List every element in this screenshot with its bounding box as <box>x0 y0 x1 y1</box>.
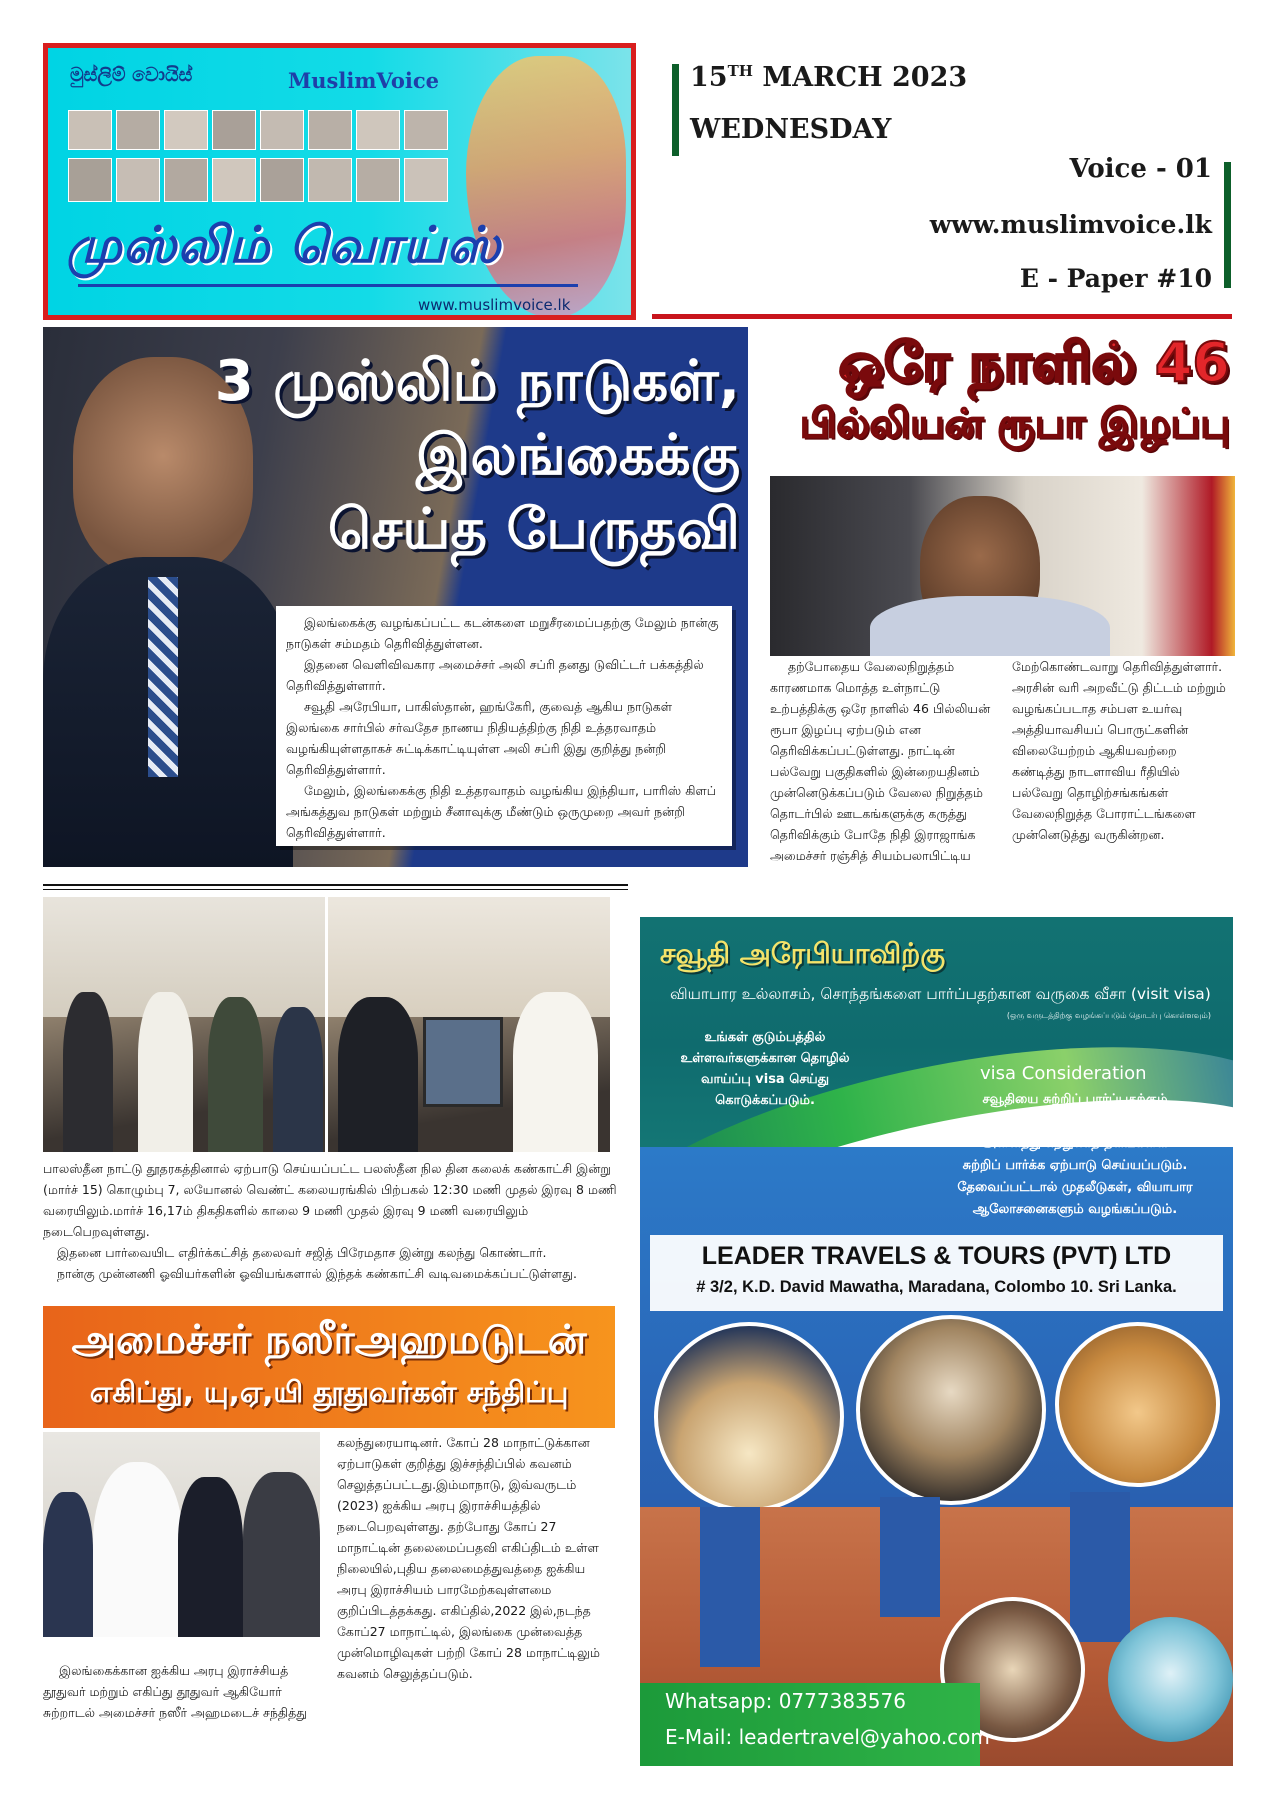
ad-consideration-list <box>930 1089 1220 1221</box>
portrait-strip <box>68 110 468 210</box>
ad-consideration-title: visa Consideration <box>980 1063 1147 1084</box>
ad-company-address: # 3/2, K.D. David Mawatha, Maradana, Colombo 10. Sri Lanka. <box>696 1278 1177 1296</box>
story3-caption <box>43 1158 623 1284</box>
story1-headline <box>200 345 740 567</box>
story1-paragraph: மேலும், இலங்கைக்கு நிதி உத்தரவாதம் வழங்கிய இந்தியா, பாரிஸ் கிளப் அங்கத்துவ நாடுகள் மற்றும் சீனாவுக்கு மீண்டும் ஒருமுறை அவர் நன்றி தெரிவித்துள்ளார். <box>286 783 717 840</box>
story2-col1-text: தற்போதைய வேலைநிறுத்தம் காரணமாக மொத்த உள்நாட்டு உற்பத்திக்கு ஒரே நாளில் 46 பில்லியன் ரூபா இழப்பு ஏற்படும் என தெரிவிக்கப்பட்டுள்ளது. நாட்டின் பல்வேறு பகுதிகளில் இன்றையதினம் முன்னெடுக்கப்படும் வேலை நிறுத்தம் தொடர்பில் ஊடகங்களுக்கு கருத்து தெரிவிக்கும் போதே நிதி இராஜாங்க அமைச்சர் ரஞ்சித் சியம்பலாபிட்டிய <box>770 659 991 863</box>
ad-consideration-line: அனைத்து சுற்றுலாத் தளங்களை <box>981 1136 1169 1151</box>
masthead <box>43 43 636 320</box>
ad-subtitle: வியாபார உல்லாசம், சொந்தங்களை பார்ப்பதற்கான வருகை வீசா (visit visa) <box>670 985 1211 1003</box>
issue-date <box>690 62 967 93</box>
travel-advertisement <box>640 917 1233 1766</box>
story3-caption-main: பாலஸ்தீன நாட்டு தூதரகத்தினால் ஏற்பாடு செய்யப்பட்ட பலஸ்தீன நில தின கலைக் கண்காட்சி இன்று (மார்ச் 15) கொழும்பு 7, லயோனல் வெண்ட் கலையரங்கில் பிற்பகல் 12:30 மணி முதல் இரவு 8 மணி வரையிலும்.மார்ச் 16,17ம் திகதிகளில் காலை 9 மணி முதல் இரவு 9 மணி வரையிலும் நடைபெறவுள்ளது. <box>43 1161 617 1239</box>
ad-family-visa-text: உங்கள் குடும்பத்தில் உள்ளவர்களுக்கான தொழில் வாய்ப்பு visa செய்து கொடுக்கப்படும். <box>680 1030 850 1108</box>
story2-headline-line1: ஒரே நாளில் 46 <box>838 331 1230 394</box>
story1-paragraph: சவூதி அரேபியா, பாகிஸ்தான், ஹங்கேரி, குவைத் ஆகிய நாடுகள் இலங்கை சார்பில் சர்வதேச நாணய நிதியத்திற்கு நிதி உத்தரவாதம் வழங்கியுள்ளதாகச் சுட்டிக்காட்டியுள்ள அலி சப்ரி இது குறித்து நன்றி தெரிவித்துள்ளார். <box>286 699 673 777</box>
story2-col2-text: மேற்கொண்டவாறு தெரிவித்துள்ளார். அரசின் வரி அறவீட்டு திட்டம் மற்றும் வழங்கப்படாத சம்பள உயர்வு அத்தியாவசியப் பொருட்களின் விலையேற்றம் ஆகியவற்றை கண்டித்து நாடளாவிய ரீதியில் பல்வேறு தொழிற்சங்கங்கள் வேலைநிறுத்த போராட்டங்களை முன்னெடுத்து வருகின்றன. <box>1012 659 1226 842</box>
ad-email: E-Mail: leadertravel@yahoo.com <box>665 1725 990 1749</box>
ad-consideration-line: தேவைப்பட்டால் முதலீடுகள், வியாபார <box>957 1180 1193 1195</box>
story4-photo-caption: இலங்கைக்கான ஐக்கிய அரபு இராச்சியத் தூதுவர் மற்றும் எகிப்து தூதுவர் ஆகியோர் சுற்றாடல் அமைச்சர் நஸீர் அஹமடைச் சந்தித்து <box>43 1663 308 1720</box>
masthead-sinhala-name: මුස්ලිම් වොයිස් <box>70 64 193 86</box>
story3-photo-left <box>43 897 325 1152</box>
ad-company-name: LEADER TRAVELS & TOURS (PVT) LTD <box>701 1242 1172 1270</box>
story3-caption-line2: இதனை பார்வையிட எதிர்க்கட்சித் தலைவர் சஜித் பிரேமதாச இன்று கலந்து கொண்டார். <box>57 1245 547 1260</box>
ad-whatsapp: Whatsapp: 0777383576 <box>665 1689 906 1713</box>
ad-burj-image <box>1108 1617 1233 1742</box>
section-rule <box>43 884 628 886</box>
issue-date-month-year: MARCH 2023 <box>762 62 968 93</box>
story1-headline-line1: 3 முஸ்லிம் நாடுகள், <box>214 349 740 414</box>
ad-alula-image <box>1055 1322 1220 1487</box>
masthead-red-rule <box>652 314 1232 319</box>
section-rule <box>43 889 628 890</box>
story2-col1 <box>770 656 995 866</box>
ad-consideration-line: ஆலோசனைகளும் வழங்கப்படும். <box>972 1202 1178 1217</box>
issue-date-day: 15 <box>690 62 728 93</box>
story1-headline-line2: இலங்கைக்கு <box>415 423 740 488</box>
story1-paragraph: இலங்கைக்கு வழங்கப்பட்ட கடன்களை மறுசீரமைப்பதற்கு மேலும் நான்கு நாடுகள் சம்மதம் தெரிவித்துள்ளன. <box>286 615 719 651</box>
story3-caption-line3: நான்கு முன்னணி ஓவியர்களின் ஓவியங்களால் இந்தக் கண்காட்சி வடிவமைக்கப்பட்டுள்ளது. <box>57 1266 578 1281</box>
story1-body <box>276 606 732 846</box>
issue-epaper-number: E - Paper #10 <box>1019 264 1212 293</box>
ad-subtitle-note: (ஒரு வருடத்திற்கு வழங்கப்படும் தொடர்பு கொள்ளவும்) <box>1006 1011 1211 1020</box>
story4-headline-banner <box>43 1306 615 1428</box>
story4-headline-line1: அமைச்சர் நஸீர்அஹமடுடன் <box>71 1317 587 1363</box>
ad-title: சவூதி அரேபியாவிற்கு <box>660 937 946 970</box>
story4-photo <box>43 1432 320 1637</box>
masthead-site: www.muslimvoice.lk <box>418 296 571 314</box>
ad-consideration-line: சவூதியை சுற்றிப் பார்ப்பதற்கும் <box>982 1092 1168 1107</box>
masthead-english-name: MuslimVoice <box>288 68 440 93</box>
ad-clock-tower-image <box>856 1315 1046 1505</box>
date-rule <box>672 64 679 156</box>
masthead-tamil-name: முஸ்லிம் வொய்ஸ் <box>66 216 502 274</box>
story1-paragraph: இதனை வெளிவிவகார அமைச்சர் அலி சப்ரி தனது டுவிட்டர் பக்கத்தில் தெரிவித்துள்ளார். <box>286 657 704 693</box>
story3-photo-right <box>328 897 610 1152</box>
story4-headline-line2: எகிப்து, யு,ஏ,யி தூதுவர்கள் சந்திப்பு <box>89 1375 569 1409</box>
story2-col2 <box>1012 656 1232 845</box>
ad-consideration-line: சுற்றிப் பார்க்க ஏற்பாடு செய்யப்படும். <box>962 1158 1188 1173</box>
ad-makkah-image <box>654 1322 844 1512</box>
issue-weekday: WEDNESDAY <box>690 114 892 145</box>
story1-headline-line3: செய்த பேருதவி <box>327 497 740 562</box>
issue-website: www.muslimvoice.lk <box>929 210 1212 239</box>
story4-body: கலந்துரையாடினர். கோப் 28 மாநாட்டுக்கான ஏற்பாடுகள் குறித்து இச்சந்திப்பில் கவனம் செலுத்தப்பட்டது.இம்மாநாடு, இவ்வருடம் (2023) ஐக்கிய அரபு இராச்சியத்தில் நடைபெறவுள்ளது. தற்போது கோப் 27 மாநாட்டின் தலைமைப்பதவி எகிப்திடம் உள்ள நிலையில்,புதிய தலைமைத்துவத்தை ஐக்கிய அரபு இராச்சியம் பாரமேற்கவுள்ளமை குறிப்பிடத்தக்கது. எகிப்தில்,2022 இல்,நடந்த கோப்27 மாநாட்டில், இலங்கை முன்வைத்த முன்மொழிவுகள் பற்றி கோப் 28 மாநாட்டிலும் கவனம் செலுத்தப்படும். <box>337 1435 600 1681</box>
story2-photo <box>770 476 1235 656</box>
masthead-underline <box>78 284 578 287</box>
story2-headline <box>760 330 1230 452</box>
issue-date-suffix: TH <box>727 62 753 80</box>
issue-info-rule <box>1224 162 1231 288</box>
ad-consideration-line: மக்கா, மதீனா, தமாம் போன்ற <box>985 1114 1165 1129</box>
issue-voice-number: Voice - 01 <box>1069 154 1212 184</box>
story2-headline-line2: பில்லியன் ரூபா இழப்பு <box>799 401 1230 447</box>
